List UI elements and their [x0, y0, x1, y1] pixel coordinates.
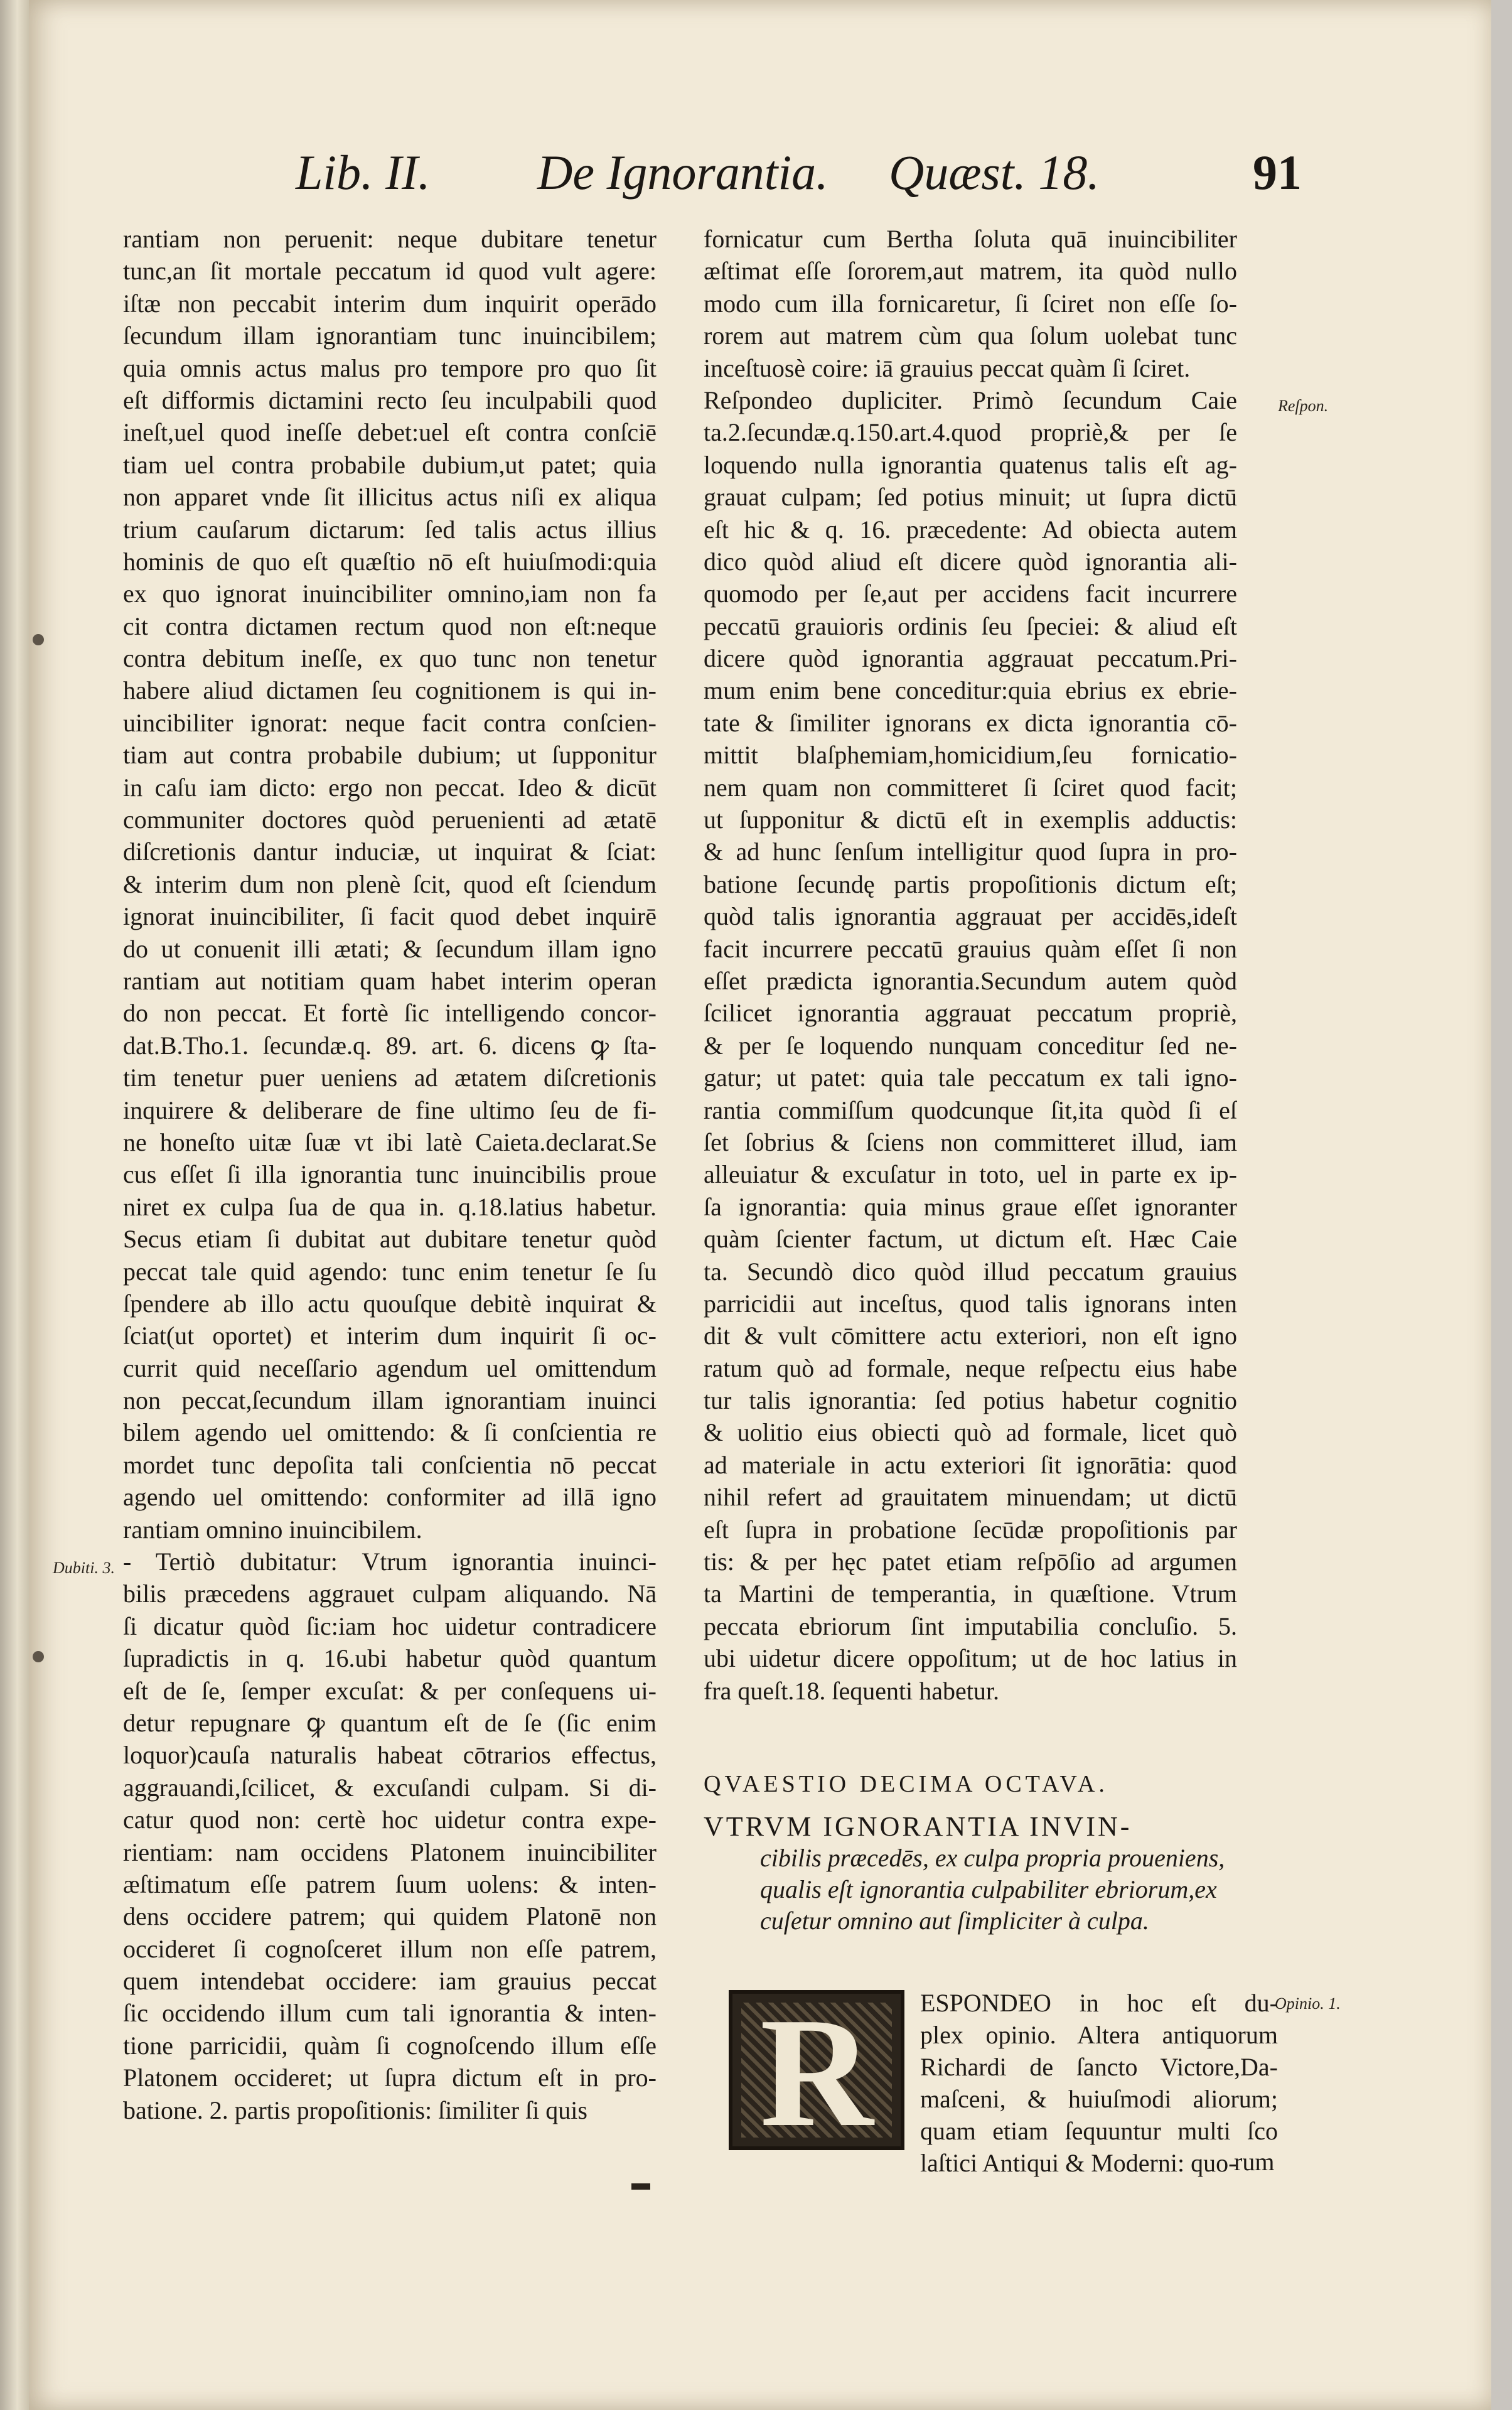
text-line: tunc,an ſit mortale peccatum id quod vult agere:	[123, 257, 657, 286]
header-title: De Ignorantia.	[537, 145, 828, 200]
text-line: agendo uel omittendo: conformiter ad illā igno	[123, 1483, 657, 1512]
text-line: non apparet vnde ſit illicitus actus niſi ex aliqua	[123, 483, 657, 512]
text-line: loquor)cauſa naturalis habeat cōtrarios effectus,	[123, 1741, 657, 1770]
text-line: & uolitio eius obiecti quò ad formale, licet quò	[704, 1418, 1237, 1447]
text-line: æſtimat eſſe ſororem,aut matrem, ita quòd nullo	[704, 257, 1237, 286]
text-line: ſupradictis in q. 16.ubi habetur quòd quantum	[123, 1644, 657, 1673]
text-line: parricidii aut inceſtus, quod talis ignorans inten	[704, 1289, 1237, 1318]
text-line: dit & vult cōmittere actu exteriori, non eſt igno	[704, 1321, 1237, 1350]
decorated-initial	[729, 1986, 904, 2160]
text-line: quomodo per ſe,aut per accidens facit incurrere	[704, 579, 1237, 608]
text-line: rorem aut matrem cùm qua ſolum uolebat tunc	[704, 321, 1237, 350]
text-line: & ad hunc ſenſum intelligitur quod ſupra in pro-	[704, 837, 1237, 866]
text-line: rantiam non peruenit: neque dubitare tenetur	[123, 225, 657, 253]
text-line: peccata ebriorum ſint imputabilia concluſio. 5.	[704, 1611, 1237, 1640]
text-line: inquirere & deliberare de fine ultimo ſeu de fi-	[123, 1095, 657, 1124]
text-line: iſtæ non peccabit interim dum inquirit operādo	[123, 289, 657, 318]
text-line: æſtimatum eſſe patrem ſuum uolens: & inten-	[123, 1869, 657, 1898]
text-line: rantia commiſſum quodcunque ſit,ita quòd ſi eſ	[704, 1095, 1237, 1124]
text-line: tim tenetur puer ueniens ad ætatem diſcretionis	[123, 1063, 657, 1092]
printer-mark	[631, 2183, 650, 2190]
text-line: tiam aut contra probabile dubium; ut ſupponitur	[123, 741, 657, 770]
text-line: ratum quò ad formale, neque reſpectu eius habe	[704, 1353, 1237, 1382]
text-line: ſet ſobrius & ſciens non committeret illud, iam	[704, 1127, 1237, 1156]
running-header	[29, 144, 1491, 213]
text-line: & interim dum non plenè ſcit, quod eſt ſciendum	[123, 869, 657, 898]
text-line: fornicatur cum Bertha ſoluta quā inuincibiliter	[704, 225, 1237, 253]
header-book: Lib. II.	[296, 145, 431, 200]
text-line: quem intendebat occidere: iam grauius peccat	[123, 1967, 657, 1996]
margin-note-opinio: Opinio. 1.	[1275, 1994, 1341, 2013]
text-line: habere aliud dictamen ſeu cognitionem is qui in-	[123, 676, 657, 705]
text-line: facit incurrere peccatū grauius quàm eſſet ſi non	[704, 934, 1237, 963]
text-line: ſi dicatur quòd ſic:iam hoc uidetur contradicere	[123, 1611, 657, 1640]
previous-page-edge	[0, 0, 29, 2410]
text-line: ubi uidetur dicere oppoſitum; ut de hoc latius in	[704, 1644, 1237, 1673]
text-line: hominis de quo eſt quæſtio nō eſt huiuſmodi:quia	[123, 547, 657, 576]
text-line: do ut conuenit illi ætati; & ſecundum illam igno	[123, 934, 657, 963]
text-line: rantiam aut notitiam quam habet interim operan	[123, 966, 657, 995]
text-line: bilem agendo uel omittendo: & ſi conſcientia re	[123, 1418, 657, 1447]
text-line: quia omnis actus malus pro tempore pro quo ſit	[123, 353, 657, 382]
binding-hole	[33, 1651, 44, 1662]
text-line: trium cauſarum dictarum: ſed talis actus illius	[123, 515, 657, 544]
text-line: peccat tale quid agendo: tunc enim tenetur ſe ſu	[123, 1257, 657, 1286]
text-line: catur quod non: certè hoc uidetur contra expe-	[123, 1805, 657, 1834]
text-line: tate & ſimiliter ignorans ex dicta ignorantia cō-	[704, 708, 1237, 737]
text-line: non peccat,ſecundum illam ignorantiam inuinci	[123, 1386, 657, 1415]
question-title	[704, 1811, 1306, 1937]
text-line: mittit blaſphemiam,homicidium,ſeu fornicatio-	[704, 741, 1237, 770]
text-line: ſcilicet ignorantia aggrauat peccatum propriè,	[704, 999, 1237, 1028]
margin-note-dubit: Dubiti. 3.	[53, 1559, 115, 1577]
text-line: loquendo nulla ignorantia quatenus talis eſt ag-	[704, 450, 1237, 479]
text-line: ſpendere ab illo actu quouſque debitè inquirat &	[123, 1289, 657, 1318]
text-line: occideret ſi cognoſceret illum non eſſe patrem,	[123, 1934, 657, 1963]
header-question: Quæst. 18.	[889, 145, 1100, 200]
answer-line: quam etiam ſequuntur multi ſco	[920, 2117, 1278, 2145]
text-line: tione parricidii, quàm ſi cognoſcendo illum eſſe	[123, 2031, 657, 2060]
text-line: do non peccat. Et fortè ſic intelligendo concor-	[123, 999, 657, 1028]
text-line: rantiam omnino inuincibilem.	[123, 1515, 422, 1544]
text-line: Platonem occideret; ut ſupra dictum eſt in pro-	[123, 2063, 657, 2092]
text-line: quàm ſcienter factum, ut dictum eſt. Hæc Caie	[704, 1225, 1237, 1254]
text-line: cus eſſet ſi illa ignorantia tunc inuincibilis proue	[123, 1160, 657, 1189]
text-line: eſt difformis dictamini recto ſeu inculpabili quod	[123, 385, 657, 414]
text-line: peccatū grauioris ordinis ſeu ſpeciei: & aliud eſt	[704, 611, 1237, 640]
text-line: niret ex culpa ſua de qua in. q.18.latius habetur.	[123, 1192, 657, 1221]
text-line: eſſet prædicta ignorantia.Secundum autem quòd	[704, 966, 1237, 995]
text-line: gatur; ut patet: quia tale peccatum ex tali igno-	[704, 1063, 1237, 1092]
text-line: nihil refert ad grauitatem minuendam; ut dictū	[704, 1483, 1237, 1512]
text-line: fra queſt.18. ſequenti habetur.	[704, 1676, 999, 1705]
text-line: diſcretionis dantur induciæ, ut inquirat & ſciat:	[123, 837, 657, 866]
text-line: eſt ſupra in probatione ſecūdæ propoſitionis par	[704, 1515, 1237, 1544]
text-line: uincibiliter ignorat: neque facit contra conſcien-	[123, 708, 657, 737]
text-line: communiter doctores quòd peruenienti ad ætatē	[123, 805, 657, 834]
right-text-column	[704, 223, 1237, 1707]
page-number: 91	[1253, 145, 1302, 200]
text-line: Secus etiam ſi dubitat aut dubitare tenetur quòd	[123, 1225, 657, 1254]
answer-line: ESPONDEO in hoc eſt du-	[920, 1989, 1278, 2017]
text-line: nem quam non committeret ſi ſciret quod facit;	[704, 773, 1237, 802]
text-line: eſt hic & q. 16. præcedente: Ad obiecta autem	[704, 515, 1237, 544]
text-line: Reſpondeo dupliciter. Primò ſecundum Caie	[704, 385, 1237, 414]
text-line: aggrauandi,ſcilicet, & excuſandi culpam. Si di-	[123, 1773, 657, 1802]
text-line: tur talis ignorantia: ſed potius habetur cognitio	[704, 1386, 1237, 1415]
margin-note-respon: Reſpon.	[1278, 397, 1329, 415]
text-line: inceſtuosè coire: iā grauius peccat quàm ſi ſciret.	[704, 353, 1191, 382]
question-title-line: cuſetur omnino aut ſimpliciter à culpa.	[760, 1907, 1149, 1935]
text-line: ineſt,uel quod ineſſe debet:uel eſt contra conſciē	[123, 418, 657, 447]
text-line: ignorat inuincibiliter, ſi facit quod debet inquirē	[123, 902, 657, 931]
text-line: ſecundum illam ignorantiam tunc inuincibilem;	[123, 321, 657, 350]
question-title-line: qualis eſt ignorantia culpabiliter ebriorum,ex	[760, 1875, 1217, 1903]
left-text-column	[123, 223, 657, 2126]
text-line: ta Martini de temperantia, in quæſtione. Vtrum	[704, 1579, 1237, 1608]
text-line: eſt de ſe, ſemper excuſat: & per conſequens ui-	[123, 1676, 657, 1705]
question-title-line: cibilis præcedēs, ex culpa propria proueniens,	[760, 1844, 1225, 1872]
text-line: ne honeſto uitæ ſuæ vt ibi latè Caieta.declarat.Se	[123, 1127, 657, 1156]
text-line: currit quid neceſſario agendum uel omittendum	[123, 1353, 657, 1382]
text-line: ut ſupponitur & dictū eſt in exemplis adductis:	[704, 805, 1237, 834]
book-page	[29, 0, 1491, 2410]
catchword: rum	[1234, 2148, 1275, 2176]
text-line: modo cum illa fornicaretur, ſi ſciret non eſſe ſo-	[704, 289, 1237, 318]
text-line: dicere quòd ignorantia aggrauat peccatum.Pri-	[704, 644, 1237, 673]
text-line: rientiam: nam occidens Platonem inuincibiliter	[123, 1837, 657, 1866]
text-line: dico quòd aliud eſt dicere quòd ignorantia ali-	[704, 547, 1237, 576]
text-line: dat.B.Tho.1. ſecundæ.q. 89. art. 6. dicens ꝙ ſta-	[123, 1031, 657, 1060]
text-line: grauat culpam; ſed potius minuit; ut ſupra dictū	[704, 483, 1237, 512]
initial-letter: R	[759, 1986, 874, 2160]
text-line: contra debitum ineſſe, ex quo tunc non tenetur	[123, 644, 657, 673]
text-line: bilis præcedens aggrauet culpam aliquando. Nā	[123, 1579, 657, 1608]
text-line: mum enim bene conceditur:quia ebrius ex ebrie-	[704, 676, 1237, 705]
question-title-line: VTRVM IGNORANTIA INVIN-	[704, 1811, 1132, 1842]
text-line: alleuiatur & excuſatur in toto, uel in parte ex ip-	[704, 1160, 1237, 1189]
answer-line: plex opinio. Altera antiquorum	[920, 2021, 1278, 2049]
text-line: & per ſe loquendo nunquam conceditur ſed ne-	[704, 1031, 1237, 1060]
text-line: ſciat(ut oportet) et interim dum inquirit ſi oc-	[123, 1321, 657, 1350]
question-heading: QVAESTIO DECIMA OCTAVA.	[704, 1771, 1108, 1797]
text-line: batione ſecundę partis propoſitionis dictum eſt;	[704, 869, 1237, 898]
answer-line: laſtici Antiqui & Moderni: quo-	[920, 2149, 1237, 2177]
text-line: quòd talis ignorantia aggrauat per accidēs,ideſt	[704, 902, 1237, 931]
text-line: dens occidere patrem; qui quidem Platonē non	[123, 1902, 657, 1931]
text-line: ad materiale in actu exteriori ſit ignorātia: quod	[704, 1450, 1237, 1479]
answer-line: maſceni, & huiuſmodi aliorum;	[920, 2085, 1278, 2113]
text-line: in caſu iam dicto: ergo non peccat. Ideo & dicūt	[123, 773, 657, 802]
text-line: ta.2.ſecundæ.q.150.art.4.quod propriè,& per ſe	[704, 418, 1237, 447]
text-line: tis: & per hęc patet etiam reſpōſio ad argumen	[704, 1547, 1237, 1576]
text-line: batione. 2. partis propoſitionis: ſimiliter ſi quis	[123, 2095, 587, 2124]
text-line: tiam uel contra probabile dubium,ut patet; quia	[123, 450, 657, 479]
text-line: ſic occidendo illum cum tali ignorantia & inten-	[123, 1999, 657, 2028]
text-line: - Tertiò dubitatur: Vtrum ignorantia inuinci-	[123, 1547, 657, 1576]
text-line: ſa ignorantia: quia minus graue eſſet ignoranter	[704, 1192, 1237, 1221]
text-line: mordet tunc depoſita tali conſcientia nō peccat	[123, 1450, 657, 1479]
text-line: ta. Secundò dico quòd illud peccatum grauius	[704, 1257, 1237, 1286]
answer-line: Richardi de ſancto Victore,Da-	[920, 2053, 1278, 2081]
text-line: detur repugnare ꝙ quantum eſt de ſe (ſic enim	[123, 1708, 657, 1737]
binding-hole	[33, 634, 44, 645]
answer-text	[920, 1987, 1278, 2179]
text-line: cit contra dictamen rectum quod non eſt:neque	[123, 611, 657, 640]
text-line: ex quo ignorat inuincibiliter omnino,iam non fa	[123, 579, 657, 608]
